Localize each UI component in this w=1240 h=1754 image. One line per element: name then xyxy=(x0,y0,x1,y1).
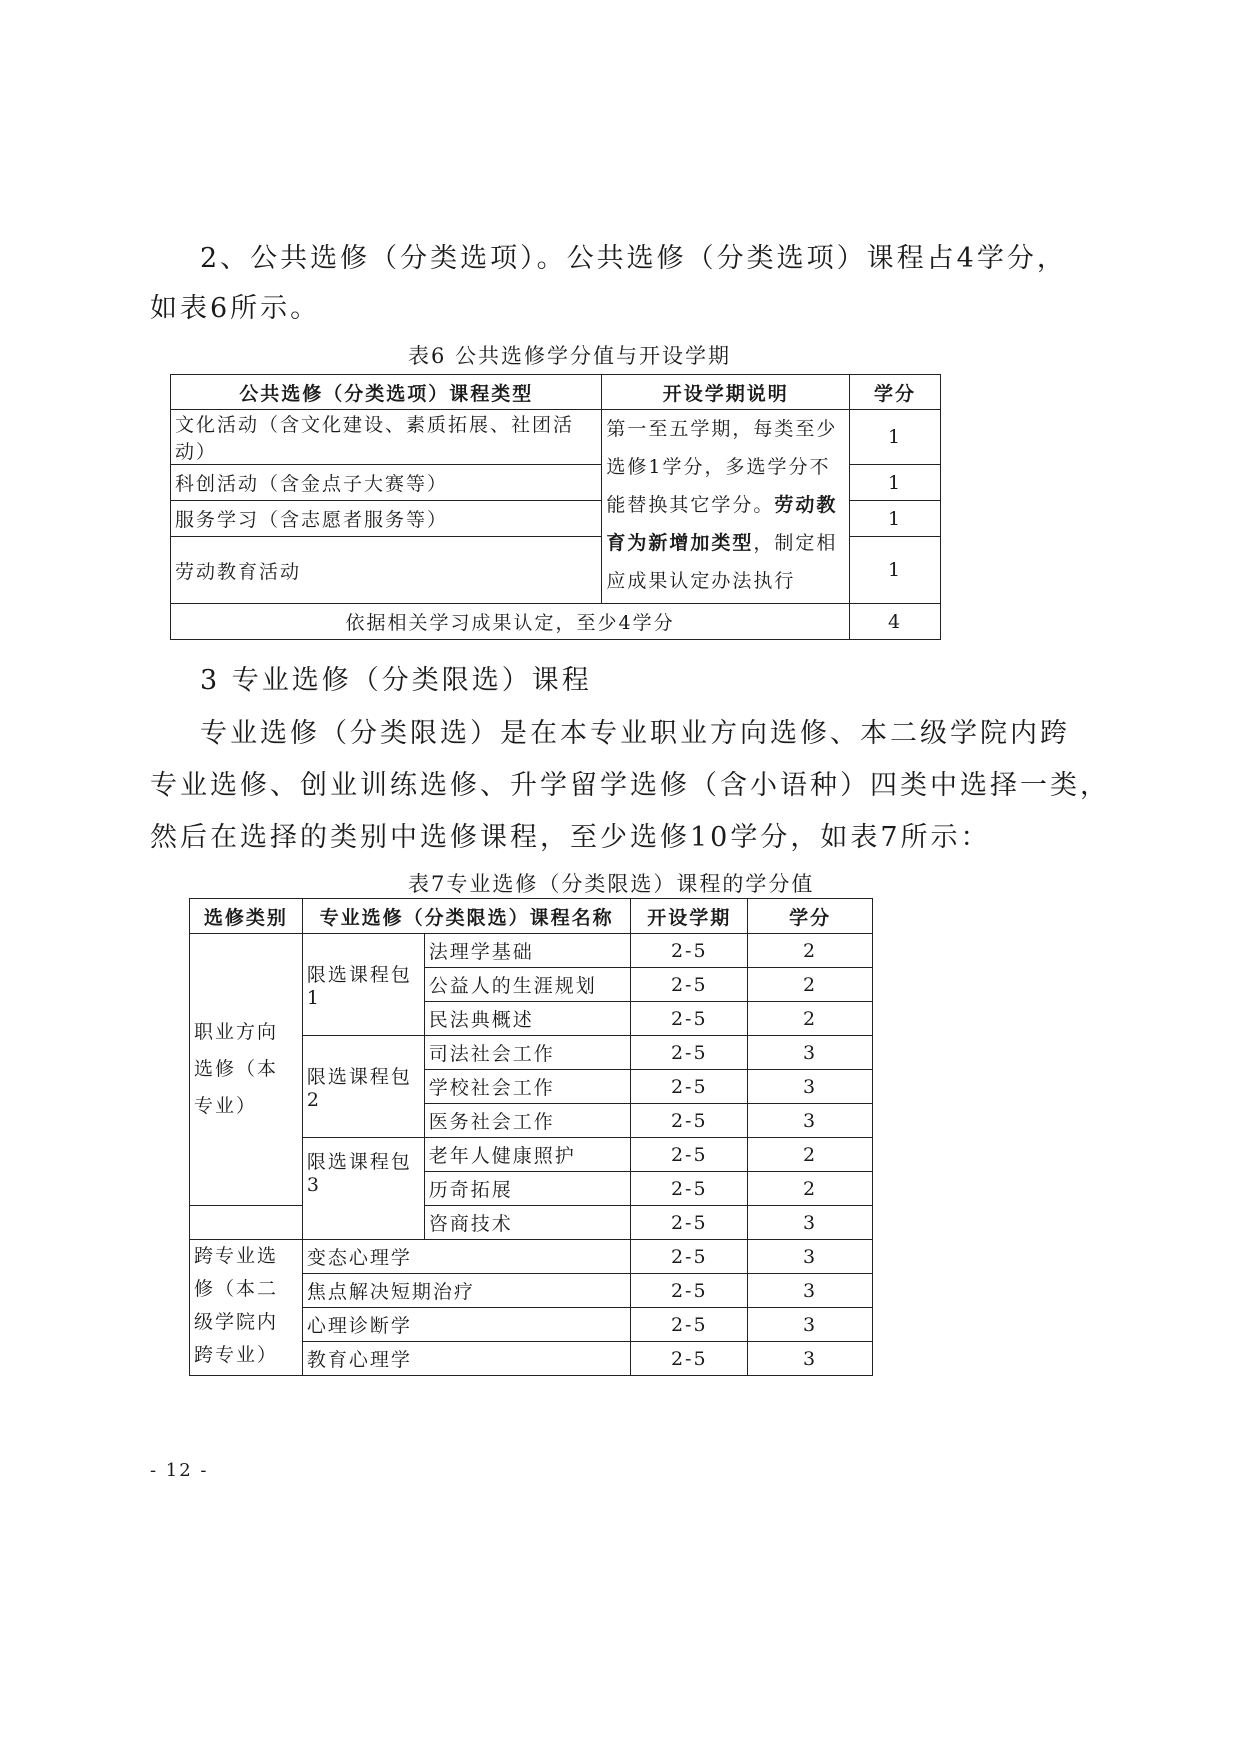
table7-course-term: 2-5 xyxy=(631,934,748,968)
table-row xyxy=(190,1240,873,1274)
table7-course-term: 2-5 xyxy=(631,1104,748,1138)
section3-para-line3: 然后在选择的类别中选修课程，至少选修10学分，如表7所示： xyxy=(150,822,991,853)
table7-package-2: 限选课程包 2 xyxy=(302,1036,424,1138)
table6-header-credit: 学分 xyxy=(850,375,941,410)
table7-course-credit: 3 xyxy=(748,1104,873,1138)
table7-course-credit: 3 xyxy=(748,1036,873,1070)
section3-heading: 3 专业选修（分类限选）课程 xyxy=(200,665,592,696)
table6-desc-bold: 劳动教育为新增加类型 xyxy=(606,494,838,554)
table7-course-term: 2-5 xyxy=(631,1342,748,1376)
table7-course-credit: 3 xyxy=(748,1274,873,1308)
table6-type-cell: 科创活动（含金点子大赛等） xyxy=(171,465,602,501)
table7-course-credit: 2 xyxy=(748,968,873,1002)
table7-course-credit: 3 xyxy=(748,1206,873,1240)
table6-credit-cell: 1 xyxy=(850,501,941,537)
table7-header-term: 开设学期 xyxy=(631,899,748,934)
table7-category-career: 职业方向选修（本专业） xyxy=(190,934,303,1206)
section2-line2: 如表6所示。 xyxy=(150,293,321,324)
table7-package-3: 限选课程包 3 xyxy=(302,1138,424,1206)
table7 xyxy=(189,898,873,1376)
table7-course-term: 2-5 xyxy=(631,1002,748,1036)
table7-course-name: 焦点解决短期治疗 xyxy=(302,1274,630,1308)
table-row xyxy=(190,1206,873,1240)
table7-course-term: 2-5 xyxy=(631,968,748,1002)
table7-course-term: 2-5 xyxy=(631,1036,748,1070)
table-row xyxy=(171,410,941,465)
table7-course-term: 2-5 xyxy=(631,1138,748,1172)
table7-course-credit: 3 xyxy=(748,1342,873,1376)
table7-course-term: 2-5 xyxy=(631,1308,748,1342)
table7-empty-package-cell xyxy=(302,1206,424,1240)
table6-caption: 表6 公共选修学分值与开设学期 xyxy=(408,344,732,368)
table7-course-name: 变态心理学 xyxy=(302,1240,630,1274)
table7-course-credit: 2 xyxy=(748,1002,873,1036)
table6-credit-cell: 1 xyxy=(850,465,941,501)
table7-empty-category-cell xyxy=(190,1206,303,1240)
table7-course-name: 历奇拓展 xyxy=(424,1172,631,1206)
table7-course-term: 2-5 xyxy=(631,1274,748,1308)
table6-total-credit: 4 xyxy=(850,604,941,640)
table7-course-term: 2-5 xyxy=(631,1172,748,1206)
table6-term-description xyxy=(602,410,850,604)
table6-total-row xyxy=(171,604,941,640)
table6-type-cell: 服务学习（含志愿者服务等） xyxy=(171,501,602,537)
table6 xyxy=(170,374,941,640)
table7-course-name: 医务社会工作 xyxy=(424,1104,631,1138)
table7-course-credit: 2 xyxy=(748,934,873,968)
table7-course-name: 心理诊断学 xyxy=(302,1308,630,1342)
table6-total-label: 依据相关学习成果认定，至少4学分 xyxy=(171,604,850,640)
table7-course-name: 咨商技术 xyxy=(424,1206,631,1240)
table7-course-credit: 3 xyxy=(748,1070,873,1104)
table7-course-credit: 3 xyxy=(748,1240,873,1274)
section3-para-line1: 专业选修（分类限选）是在本专业职业方向选修、本二级学院内跨 xyxy=(200,718,1070,749)
table6-type-cell: 文化活动（含文化建设、素质拓展、社团活动） xyxy=(171,410,602,465)
section3-para-line2: 专业选修、创业训练选修、升学留学选修（含小语种）四类中选择一类， xyxy=(150,770,1110,801)
table7-package-1: 限选课程包 1 xyxy=(302,934,424,1036)
table7-course-name: 老年人健康照护 xyxy=(424,1138,631,1172)
table6-header-type: 公共选修（分类选项）课程类型 xyxy=(171,375,602,410)
table7-header-category: 选修类别 xyxy=(190,899,303,934)
table6-desc-part1: 第一至五学期，每类至少选修1学分，多选学分不能替换其它学分。 xyxy=(606,418,838,516)
table7-caption: 表7专业选修（分类限选）课程的学分值 xyxy=(408,872,815,896)
table6-credit-cell: 1 xyxy=(850,537,941,604)
table7-header-row xyxy=(190,899,873,934)
table7-course-name: 教育心理学 xyxy=(302,1342,630,1376)
table7-course-term: 2-5 xyxy=(631,1206,748,1240)
table7-course-credit: 3 xyxy=(748,1308,873,1342)
table-row xyxy=(190,934,873,968)
table7-course-name: 民法典概述 xyxy=(424,1002,631,1036)
table6-type-cell: 劳动教育活动 xyxy=(171,537,602,604)
table6-header-row xyxy=(171,375,941,410)
table7-header-credit: 学分 xyxy=(748,899,873,934)
table7-course-credit: 2 xyxy=(748,1138,873,1172)
table6-desc-part2: ，制定相应成果认定办法执行 xyxy=(606,532,838,592)
table7-course-name: 公益人的生涯规划 xyxy=(424,968,631,1002)
table6-header-term: 开设学期说明 xyxy=(602,375,850,410)
table7-course-name: 法理学基础 xyxy=(424,934,631,968)
table6-credit-cell: 1 xyxy=(850,410,941,465)
table7-course-term: 2-5 xyxy=(631,1240,748,1274)
table7-course-name: 学校社会工作 xyxy=(424,1070,631,1104)
page-number: - 12 - xyxy=(150,1460,209,1481)
table7-course-name: 司法社会工作 xyxy=(424,1036,631,1070)
table7-course-term: 2-5 xyxy=(631,1070,748,1104)
table7-course-credit: 2 xyxy=(748,1172,873,1206)
table7-category-cross: 跨专业选修（本二级学院内跨专业） xyxy=(190,1240,303,1376)
table7-header-course: 专业选修（分类限选）课程名称 xyxy=(302,899,630,934)
section2-line1: 2、公共选修（分类选项）。公共选修（分类选项）课程占4学分， xyxy=(200,243,1067,274)
